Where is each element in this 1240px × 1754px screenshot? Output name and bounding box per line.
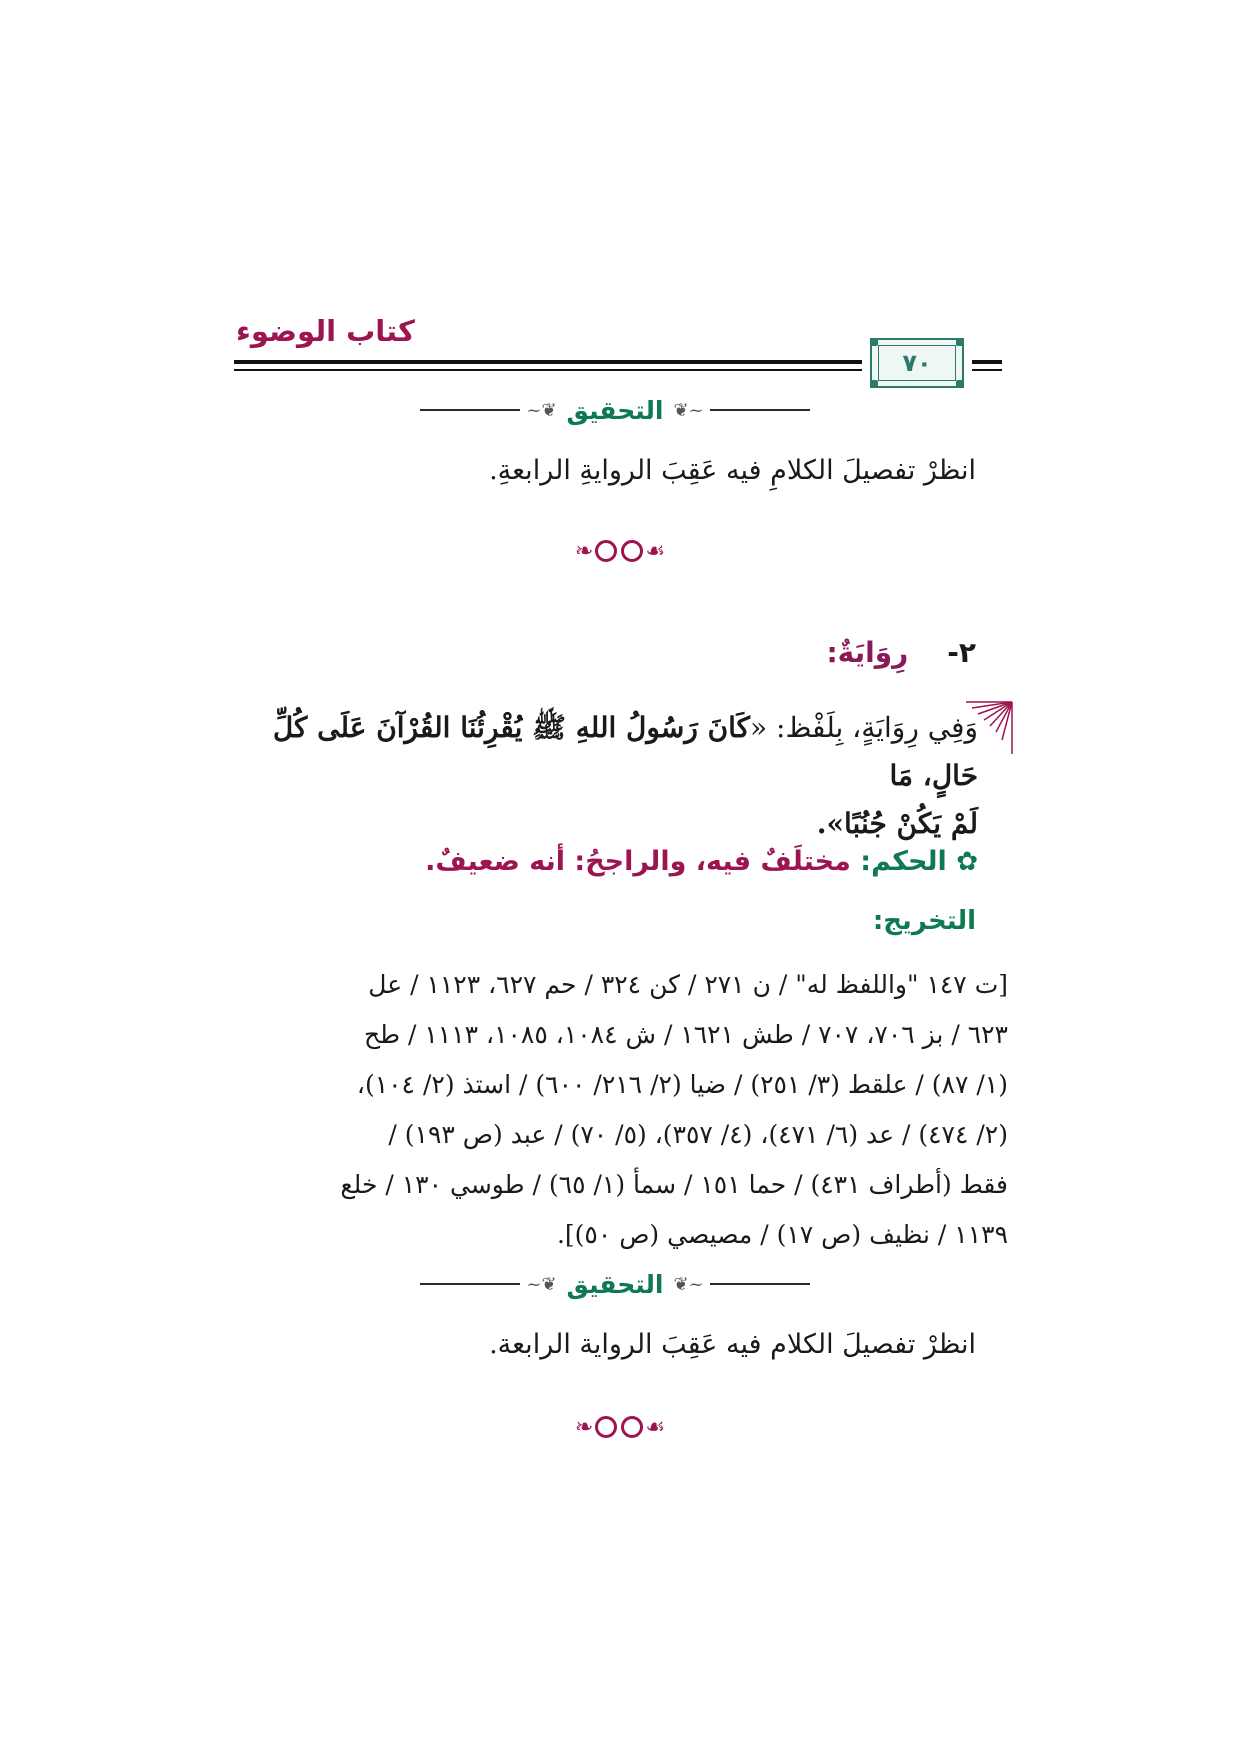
first-note: انظرْ تفصيلَ الكلامِ فيه عَقِبَ الروايةِ الرابعةِ.: [489, 455, 976, 486]
frame-corner-ornament: [870, 338, 878, 346]
reference-line: (١/ ٨٧) / علقط (٣/ ٢٥١) / ضيا (٢/ ٢١٦/ ٦٠٠) / استذ (٢/ ١٠٤)،: [356, 1070, 1008, 1099]
page-number-frame: [870, 338, 964, 388]
vine-left-icon: ❧: [574, 1414, 594, 1440]
circle-ornament-icon: [621, 540, 643, 562]
reference-line: ١١٣٩ / نظيف (ص ١٧) / مصيصي (ص ٥٠)].: [556, 1220, 1008, 1249]
circle-ornament-icon: [595, 1416, 617, 1438]
separator-ornament: [570, 536, 670, 566]
header-rule-right: [972, 360, 1002, 364]
flourish-icon: ❦~: [526, 1273, 557, 1295]
vine-left-icon: ❧: [574, 538, 594, 564]
circle-ornament-icon: [595, 540, 617, 562]
reference-line: (٢/ ٤٧٤) / عد (٦/ ٤٧١)، (٤/ ٣٥٧)، (٥/ ٧٠) / عبد (ص ١٩٣) /: [388, 1120, 1008, 1149]
hadith-intro: وَفِي رِوَايَةٍ، بِلَفْظ: «: [750, 711, 978, 744]
hadith-text: [218, 704, 978, 848]
ruling-label: الحكم:: [860, 846, 947, 877]
narration-title: رِوَايَةٌ:: [826, 636, 909, 669]
hadith-quote: كَانَ رَسُولُ اللهِ ﷺ يُقْرِئُنَا القُرْآنَ عَلَى كُلِّ حَالٍ، مَا: [272, 711, 978, 792]
frame-corner-ornament: [956, 338, 964, 346]
vine-right-icon: ☙: [645, 538, 666, 564]
hadith-line-1: [218, 704, 978, 800]
section-heading-tahqiq: [420, 390, 810, 430]
vine-right-icon: ☙: [645, 1414, 666, 1440]
circle-ornament-icon: [621, 1416, 643, 1438]
header-rule-left-thin: [234, 369, 862, 371]
rosette-icon: ✿: [956, 847, 978, 877]
heading-line: [710, 409, 810, 411]
frame-corner-ornament: [956, 380, 964, 388]
ruling-value: مختلَفٌ فيه، والراجحُ: أنه ضعيفٌ.: [425, 846, 851, 877]
narration-number: ٢-: [947, 636, 976, 669]
section-heading-tahqiq-2: [420, 1264, 810, 1304]
separator-ornament: [570, 1412, 670, 1442]
flourish-icon: ~❦: [673, 1273, 704, 1295]
ruling: [425, 846, 978, 877]
hadith-line-2: لَمْ يَكُنْ جُنُبًا».: [816, 807, 978, 840]
second-note: انظرْ تفصيلَ الكلام فيه عَقِبَ الرواية الرابعة.: [489, 1329, 976, 1360]
heading-line: [420, 1283, 520, 1285]
book-title: كتاب الوضوء: [236, 314, 415, 348]
narration-heading: [826, 636, 976, 669]
page-number: ٧٠: [902, 349, 932, 377]
heading-line: [710, 1283, 810, 1285]
flourish-icon: ~❦: [673, 399, 704, 421]
reference-line: [ت ١٤٧ "واللفظ له" / ن ٢٧١ / كن ٣٢٤ / حم ٦٢٧، ١١٢٣ / عل: [368, 970, 1008, 999]
reference-line: فقط (أطراف ٤٣١) / حما ١٥١ / سمأ (١/ ٦٥) / طوسي ١٣٠ / خلع: [340, 1170, 1008, 1199]
section-heading-label: التحقيق: [566, 395, 664, 425]
heading-line: [420, 409, 520, 411]
takhrij-label: التخريج:: [872, 906, 976, 936]
references-block: [234, 960, 1008, 1260]
frame-corner-ornament: [870, 380, 878, 388]
section-heading-label: التحقيق: [566, 1269, 664, 1299]
reference-line: ٦٢٣ / بز ٧٠٦، ٧٠٧ / طش ١٦٢١ / ش ١٠٨٤، ١٠٨٥، ١١١٣ / طح: [363, 1020, 1008, 1049]
flourish-icon: ❦~: [526, 399, 557, 421]
header-rule-left: [234, 360, 862, 364]
header-rule-right-thin: [972, 369, 1002, 371]
